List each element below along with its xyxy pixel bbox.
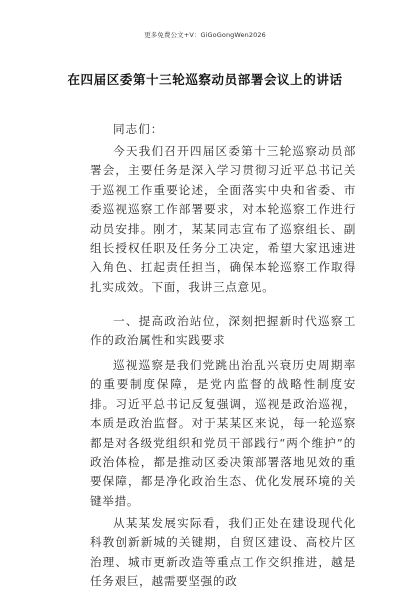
paragraph-opening: 今天我们召开四届区委第十三轮巡察动员部署会，主要任务是深入学习贯彻习近平总书记关于巡视工作重要论述，全面落实中央和省委、市委巡视巡察工作部署要求，对本轮巡察工作进行动员安排。刚才，某某同志宣布了巡察组长、副组长授权任职及任务分工决定，希望大家迅速进入角色、扛起责任担当，确保本轮巡察工作取得扎实成效。下面，我讲三点意见。 [90, 144, 356, 294]
document-title: 在四届区委第十三轮巡察动员部署会议上的讲话 [67, 72, 343, 87]
paragraph-body: 巡视巡察是我们党跳出治乱兴衰历史周期率的重要制度保障，是党内监督的战略性制度安排。习近平总书记反复强调，巡视是政治巡视，本质是政治监督。对于某某区来说，每一轮巡察都是对各级党组织和党员干部践行“两个维护”的政治体检，都是推动区委决策部署落地见效的重要保障，都是净化政治生态、优化发展环境的关键举措。 [90, 358, 356, 508]
header-note: 更多免费公文+V：GiGoGongWen2026 [144, 31, 266, 39]
salutation: 同志们： [113, 122, 164, 136]
paragraph-body: 从某某发展实际看，我们正处在建设现代化科教创新新城的关键期，自贸区建设、高校片区治理、城市更新改造等重点工作交织推进，越是任务艰巨，越需要坚强的政 [90, 516, 356, 589]
section-heading-1: 一、提高政治站位，深刻把握新时代巡察工作的政治属性和实践要求 [90, 314, 356, 348]
